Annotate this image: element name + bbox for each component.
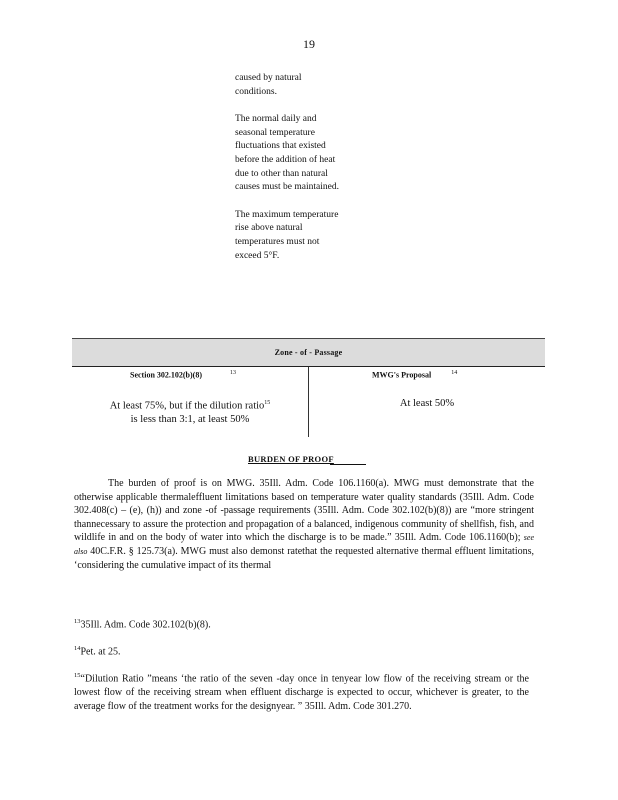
right-cell-value: At least 50%	[399, 398, 455, 409]
left-column-header	[130, 370, 236, 380]
footnote-ref-13: 13	[230, 370, 236, 376]
right-header-label: MWG's Proposal	[372, 370, 432, 380]
table-body	[72, 367, 545, 437]
footnote-mark: 15	[74, 672, 81, 679]
left-cell-line-1: At least 75%, but if the dilution ratio	[109, 400, 265, 412]
footnote-mark: 14	[74, 645, 81, 652]
column-paragraph-3: The maximum temperature rise above natural temperatures must not exceed 5°F.	[235, 209, 339, 261]
footnote-text: “Dilution Ratio ”means ‘the ratio of the seven -day once in tenyear low flow of the receiving stream or the lowest flow of the receiving stream when effluent discharge is expected to occur, whichever is greater, to the average flow of the treatment works for the designyear. ” 35Ill. Adm. Code 301.270.	[74, 673, 529, 712]
column-paragraph-1: caused by natural conditions.	[235, 73, 302, 97]
left-cell-line-2: is less than 3:1, at least 50%	[130, 413, 250, 425]
footnote-ref-15: 15	[264, 400, 271, 406]
footnote-15	[74, 669, 529, 713]
body-text-part-2: 40C.F.R. § 125.73(a). MWG must also demonst ratethat the requested alternative thermal effluent limitations, ‘considering the cumulative impact of its thermal	[74, 545, 535, 571]
table-title: Zone - of - Passage	[72, 338, 545, 367]
footnote-mark: 13	[74, 618, 81, 625]
column-paragraph-2: The normal daily and seasonal temperature fluctuations that existed before the addition of heat due to other than natural causes must be maintained.	[235, 114, 339, 193]
section-heading: BURDEN OF PROOF	[248, 454, 334, 464]
zone-of-passage-table	[72, 338, 545, 437]
see-also-signal: see also	[74, 533, 534, 556]
footnote-14	[74, 642, 529, 659]
left-header-label: Section 302.102(b)(8)	[130, 370, 202, 380]
left-cell-value	[72, 397, 308, 426]
footnote-13	[74, 615, 529, 632]
column-text	[235, 72, 343, 263]
heading-underline	[330, 464, 366, 465]
footnote-text: 35Ill. Adm. Code 302.102(b)(8).	[80, 619, 211, 631]
body-text-part-1: The burden of proof is on MWG. 35Ill. Adm. Code 106.1160(a). MWG must demonstrate that the otherwise applicable thermaleffluent limitations based on temperature water quality standards (35Ill. Adm. Code 302.408(c) – (e), (h)) and zone -of -passage requirements (35Ill. Adm. Code 302.102(b)(8)) are “more stringent thannecessary to assure the protection and propagation of a balanced, indigenous community of shellfish, fish, and wildlife in and on the body of water into which the discharge is to be made.” 35Ill. Adm. Code 106.1160(b);	[74, 478, 534, 544]
right-column-header	[372, 370, 457, 380]
page-number: 19	[303, 37, 315, 51]
body-paragraph	[74, 477, 534, 572]
footnote-text: Pet. at 25.	[80, 646, 121, 658]
footnote-ref-14: 14	[451, 370, 458, 376]
